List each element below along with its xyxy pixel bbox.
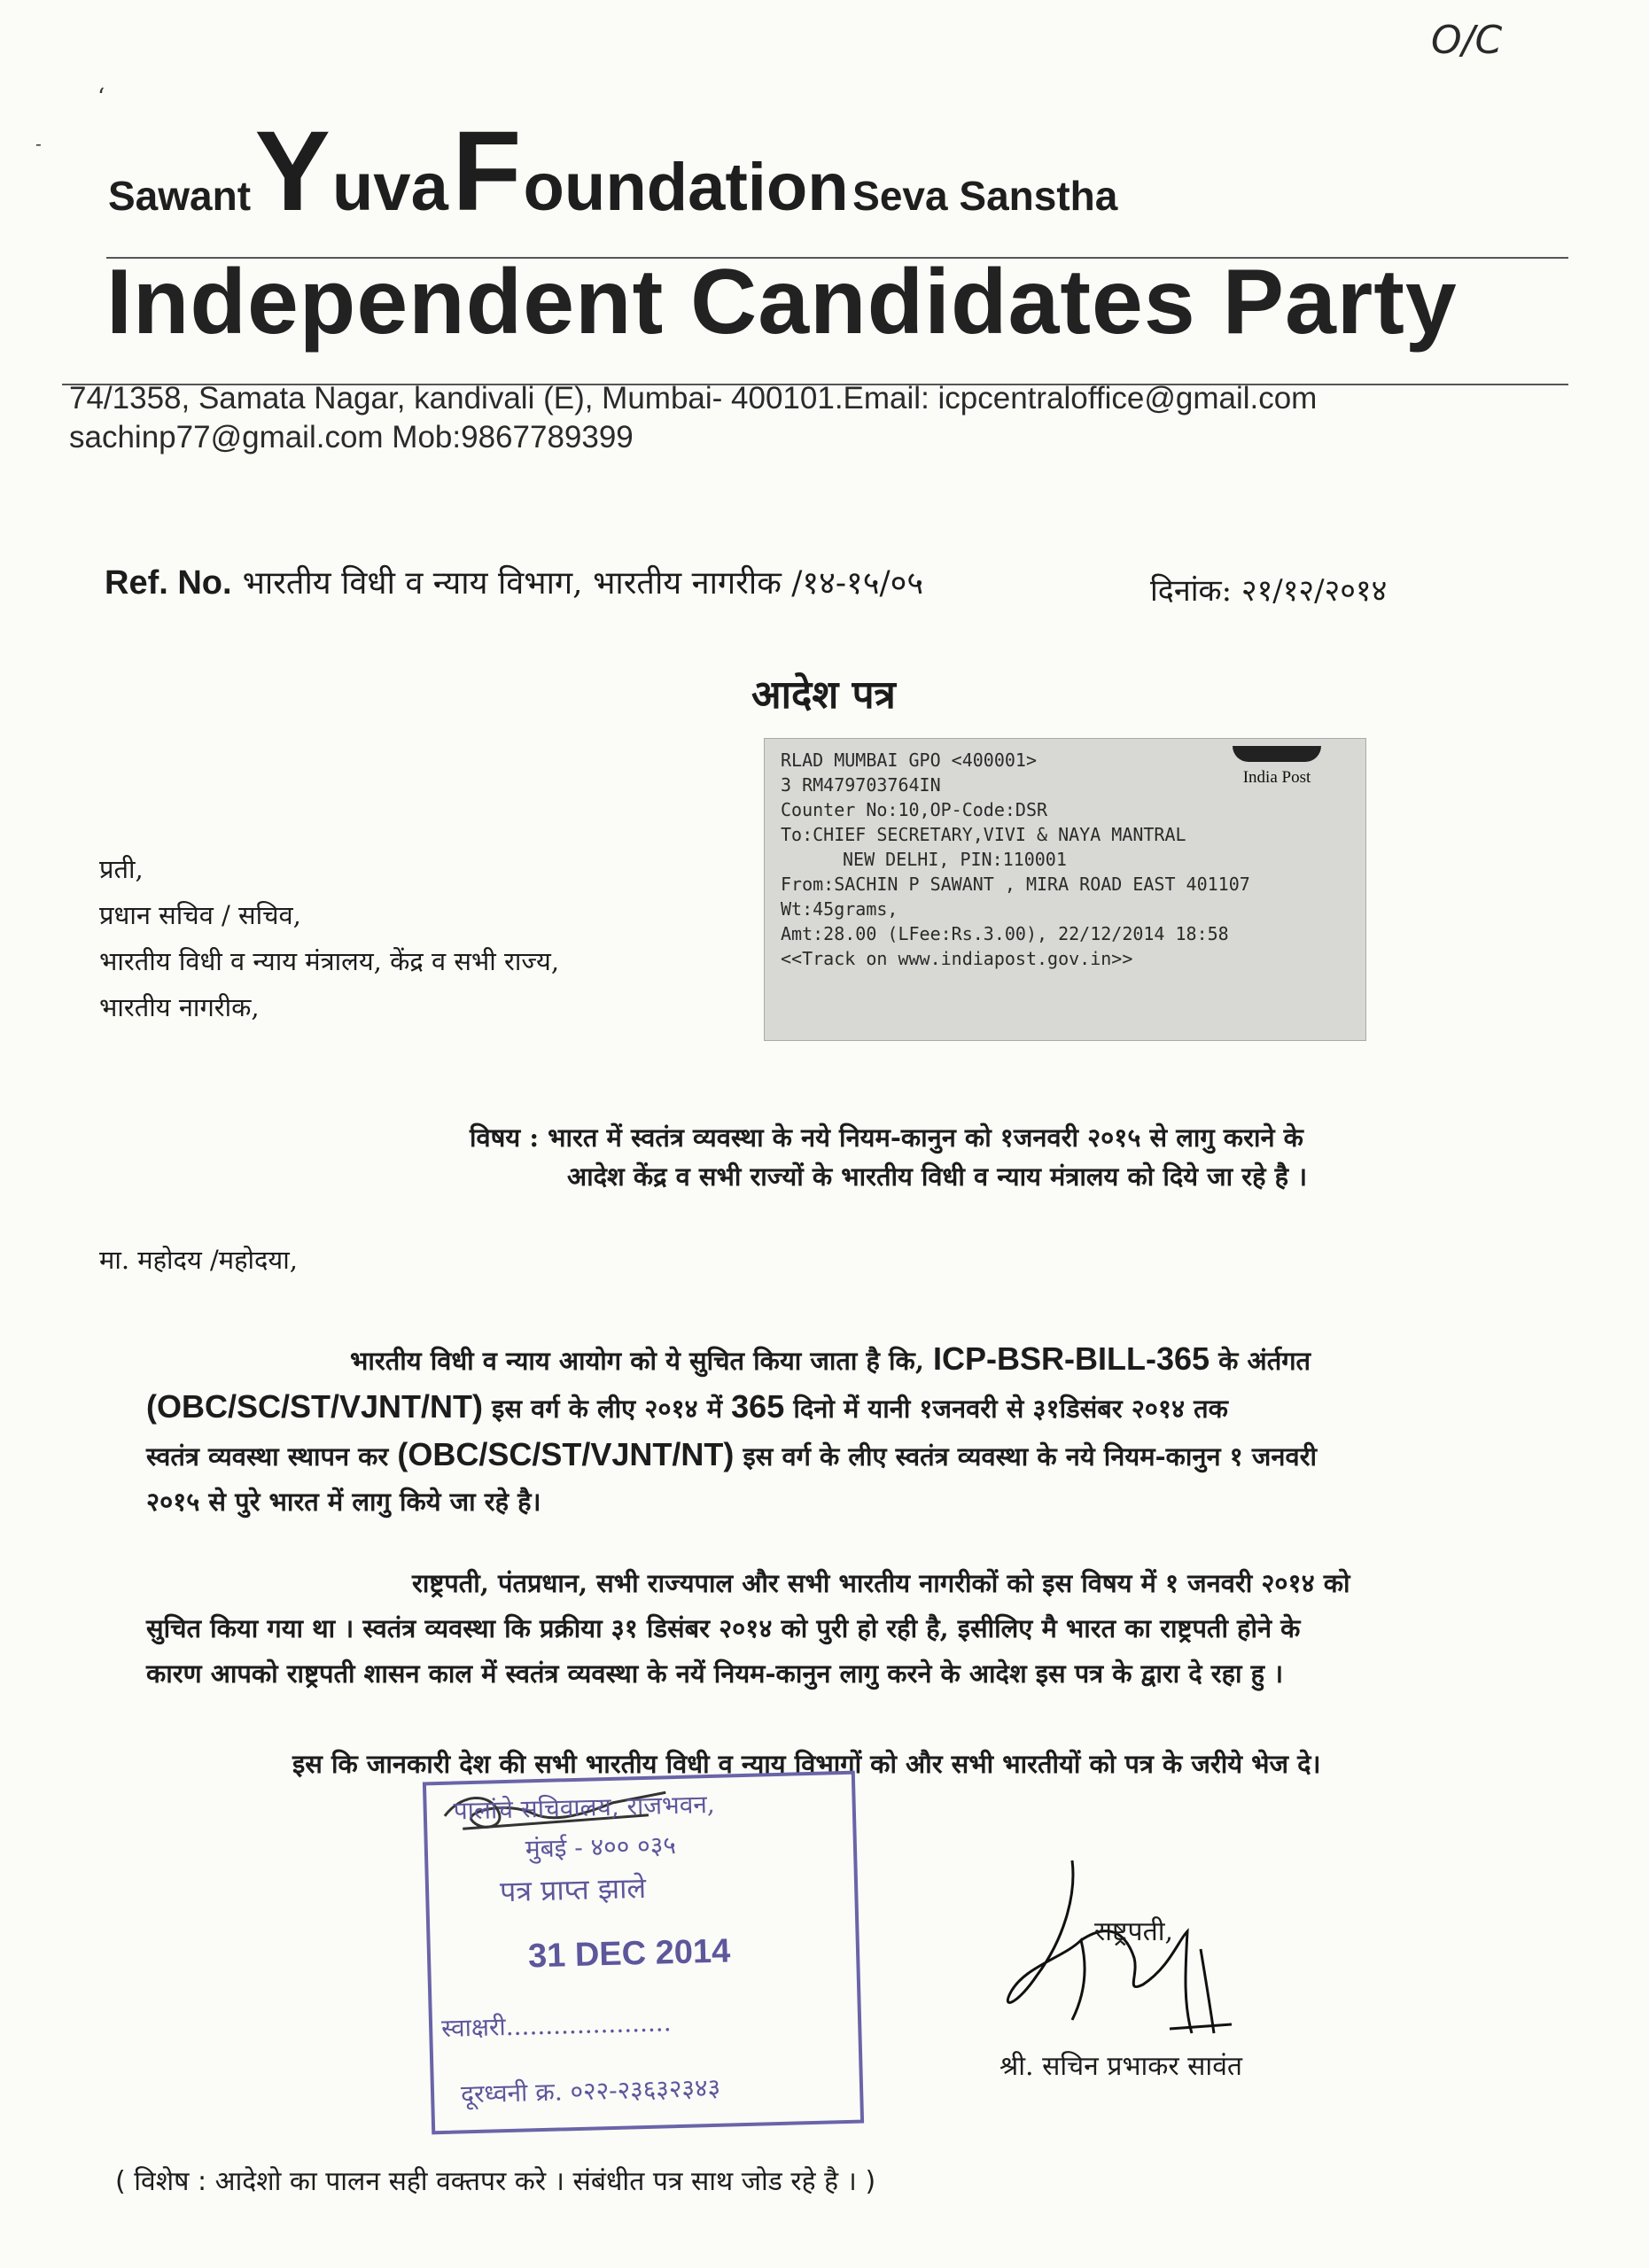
org-suffix: Seva Sanstha [852, 173, 1118, 219]
paragraph-line: सुचित किया गया था । स्वतंत्र व्यवस्था कि प्रक्रीया ३१ डिसंबर २०१४ को पुरी हो रही है, इसीलिए मै भारत का राष्ट्रपती होने के [146, 1613, 1301, 1643]
paragraph-line: २०१५ से पुरे भारत में लागु किये जा रहे है। [146, 1487, 541, 1517]
receipt-line: Counter No:10,OP-Code:DSR [781, 799, 1048, 820]
stamp-date: 31 DEC 2014 [527, 1932, 731, 1976]
party-name: Independent Candidates Party [106, 251, 1458, 353]
text-run: भारतीय विधी व न्याय आयोग को ये सुचित किया जाता है कि, [350, 1346, 924, 1376]
receipt-line: <<Track on www.indiapost.gov.in>> [781, 948, 1133, 969]
stamp-line: मुंबई - ४०० ०३५ [525, 1829, 677, 1864]
org-word2-rest: oundation [523, 150, 849, 225]
india-post-logo [1224, 746, 1330, 790]
receipt-line: NEW DELHI, PIN:110001 [843, 849, 1067, 870]
stamp-line: पत्र प्राप्त झाले [499, 1870, 647, 1909]
margin-mark: - [35, 133, 42, 154]
address-line: sachinp77@gmail.com Mob:9867789399 [69, 420, 634, 454]
org-prefix: Sawant [108, 173, 252, 219]
footnote: ( विशेष : आदेशो का पालन सही वक्तपर करे । संबंधीत पत्र साथ जोड रहे है । ) [115, 2166, 876, 2197]
salutation: मा. महोदय /महोदया, [99, 1245, 298, 1275]
paragraph-line [146, 1384, 1317, 1432]
postal-receipt [764, 738, 1366, 1041]
paragraph-line: कारण आपको राष्ट्रपती शासन काल में स्वतंत्र व्यवस्था के नयें नियम-कानुन लागु करने के आदेश इस पत्र के द्वारा दे रहा हु । [146, 1658, 1284, 1689]
receipt-line: Amt:28.00 (LFee:Rs.3.00), 22/12/2014 18:58 [781, 923, 1229, 944]
address-line: 74/1358, Samata Nagar, kandivali (E), Mumbai- 400101.Email: icpcentraloffice@gmail.com [69, 381, 1318, 416]
receipt-line: To:CHIEF SECRETARY,VIVI & NAYA MANTRAL [781, 824, 1186, 845]
receipt-line: RLAD MUMBAI GPO <400001> [781, 750, 1037, 771]
ref-value: भारतीय विधी व न्याय विभाग, भारतीय नागरीक /१४-१५/०५ [242, 565, 924, 602]
india-post-emblem-icon [1233, 746, 1321, 762]
margin-mark: ʻ [97, 84, 105, 111]
text-run: दिनो में यानी १जनवरी से ३१डिसंबर २०१४ तक [793, 1394, 1228, 1424]
signatory-name: श्री. सचिन प्रभाकर सावंत [1000, 2051, 1242, 2082]
document-title: आदेश पत्र [751, 672, 896, 718]
day-count: 365 [731, 1388, 785, 1425]
addressee-line: प्रधान सचिव / सचिव, [99, 900, 301, 930]
text-run: के अंर्तगत [1218, 1346, 1311, 1376]
paragraph-line [146, 1336, 1317, 1384]
addressee-block [99, 846, 559, 1030]
paragraph-3: इस कि जानकारी देश की सभी भारतीय विधी व न्याय विभागों को और सभी भारतीयों को पत्र के जरीये भेज दे। [292, 1749, 1321, 1779]
addressee-line: प्रती, [99, 854, 144, 884]
letter-date: दिनांक: २१/१२/२०१४ [1150, 573, 1388, 609]
text-run: इस वर्ग के लीए स्वतंत्र व्यवस्था के नये नियम-कानुन १ जनवरी [743, 1441, 1317, 1472]
stamp-phone: दूरध्वनी क्र. ०२२-२३६३२३४३ [460, 2072, 721, 2109]
signatory-title: राष्ट्रपती, [1094, 1916, 1174, 1947]
addressee-line: भारतीय नागरीक, [99, 992, 260, 1022]
receipt-line: Wt:45grams, [781, 898, 898, 920]
category-list: (OBC/SC/ST/VJNT/NT) [146, 1388, 484, 1425]
subject-line: विषय : भारत में स्वतंत्र व्यवस्था के नये नियम-कानुन को १जनवरी २०१५ से लागु कराने के [470, 1122, 1303, 1153]
ref-label: Ref. No. [105, 564, 232, 602]
paragraph-1 [146, 1336, 1317, 1525]
india-post-brand: India Post [1242, 768, 1311, 787]
text-run: स्वतंत्र व्यवस्था स्थापन कर [146, 1441, 389, 1472]
category-list: (OBC/SC/ST/VJNT/NT) [397, 1436, 735, 1472]
addressee-line: भारतीय विधी व न्याय मंत्रालय, केंद्र व सभी राज्य, [99, 946, 560, 976]
paragraph-line: राष्ट्रपती, पंतप्रधान, सभी राज्यपाल और सभी भारतीय नागरीकों को इस विषय में १ जनवरी २०१४ को [412, 1568, 1350, 1598]
org-word1-initial: Y [254, 108, 332, 235]
text-run: इस वर्ग के लीए २०१४ में [492, 1394, 723, 1424]
subject-block [470, 1118, 1307, 1196]
stamp-sign-label: स्वाक्षरी..................... [440, 2008, 672, 2043]
paragraph-2 [146, 1561, 1350, 1697]
address-block [69, 379, 1317, 457]
paragraph-line [146, 1432, 1317, 1480]
president-signature-icon [992, 1843, 1285, 2055]
bill-code: ICP-BSR-BILL-365 [933, 1340, 1210, 1377]
org-word2-initial: F [452, 108, 524, 235]
reference-line [105, 560, 923, 603]
receipt-line: From:SACHIN P SAWANT , MIRA ROAD EAST 401107 [781, 874, 1250, 895]
subject-line: आदेश केंद्र व सभी राज्यों के भारतीय विधी व न्याय मंत्रालय को दिये जा रहे है । [567, 1161, 1308, 1192]
org-name [108, 106, 1117, 237]
corner-mark: O/C [1431, 18, 1503, 63]
stamp-line: पालांचे सचिवालय, राजभवन, [453, 1789, 716, 1826]
org-word1-rest: uva [331, 150, 448, 225]
received-stamp [423, 1771, 864, 2135]
receipt-line: 3 RM479703764IN [781, 774, 941, 796]
